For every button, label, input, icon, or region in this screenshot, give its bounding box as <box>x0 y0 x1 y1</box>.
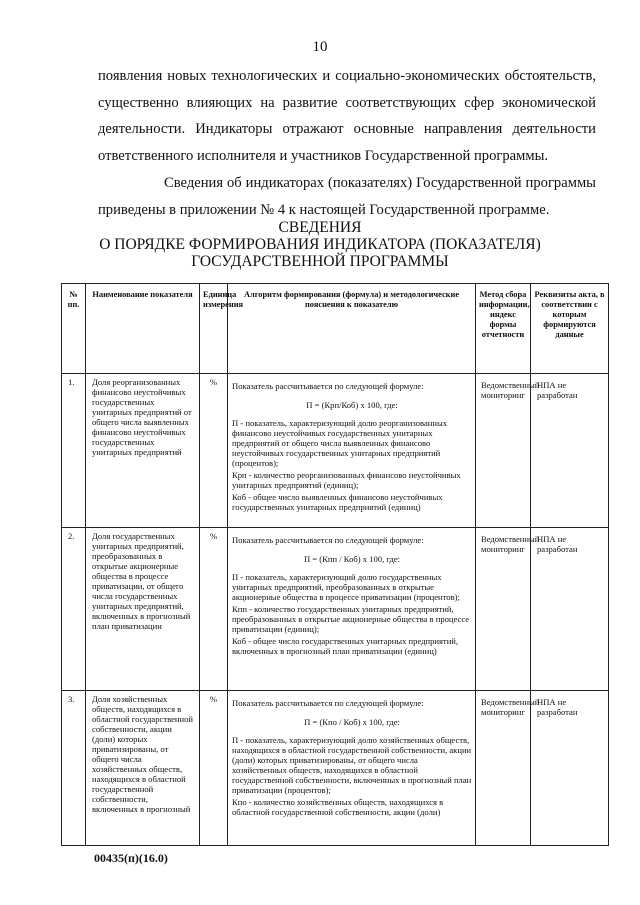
algorithm-definition: П - показатель, характеризующий долю государственных унитарных предприятий, преобразованных в открытые акционерные общества в процессе приватизации (процентов); <box>232 572 460 602</box>
algorithm-formula: П = (Кпп / Коб) х 100, где: <box>303 554 401 564</box>
algorithm-intro: Показатель рассчитывается по следующей формуле: <box>232 698 424 708</box>
footer-document-code: 00435(п)(16.0) <box>94 851 168 865</box>
header-requisites: Реквизиты акта, в соответствии с которым формируются данные <box>531 284 609 374</box>
header-unit: Единица измерения <box>200 284 228 374</box>
indicator-unit: % <box>200 691 228 846</box>
header-method: Метод сбора информации, индекс формы отчетности <box>476 284 531 374</box>
section-heading-line-1: СВЕДЕНИЯ <box>278 219 362 236</box>
algorithm-definition: Кпо - количество хозяйственных обществ, находящихся в областной государственной собственности, акции (доли) <box>232 797 444 817</box>
algorithm-formula: П = (Крп/Коб) х 100, где: <box>306 400 398 410</box>
algorithm-formula: П = (Кпо / Коб) х 100, где: <box>304 717 400 727</box>
page-number: 10 <box>312 39 328 55</box>
indicator-algorithm <box>228 374 476 528</box>
header-name: Наименование показателя <box>86 284 200 374</box>
row-num: 3. <box>62 691 86 846</box>
indicator-name: Доля государственных унитарных предприятий, преобразованных в открытые акционерные общества в процессе приватизации, от общего числа государственных унитарных предприятий, включенных в прогнозный план приватизации <box>86 528 200 691</box>
section-heading-line-3: ГОСУДАРСТВЕННОЙ ПРОГРАММЫ <box>191 253 449 270</box>
algorithm-intro: Показатель рассчитывается по следующей формуле: <box>232 381 424 391</box>
table-row <box>62 374 609 528</box>
algorithm-definition: Крп - количество реорганизованных финансово неустойчивых унитарных предприятий (единиц); <box>232 470 461 490</box>
collection-method: Ведомственный мониторинг <box>476 374 531 528</box>
indicator-name: Доля хозяйственных обществ, находящихся в областной государственной собственности, акции (доли) которых приватизированы, от общего числа хозяйственных обществ, находящихся в областной государственной собственности, включенных в прогнозный <box>86 691 200 846</box>
row-num: 1. <box>62 374 86 528</box>
intro-paragraph-2: Сведения об индикаторах (показателях) Государственной программы приведены в приложении № 4 к настоящей Государственной программе. <box>98 174 596 218</box>
algorithm-definition: Коб - общее число выявленных финансово неустойчивых государственных унитарных предприятий (единиц) <box>232 492 443 512</box>
algorithm-intro: Показатель рассчитывается по следующей формуле: <box>232 535 424 545</box>
intro-text <box>98 63 596 223</box>
section-heading-line-2: О ПОРЯДКЕ ФОРМИРОВАНИЯ ИНДИКАТОРА (ПОКАЗАТЕЛЯ) <box>99 236 541 253</box>
header-algorithm: Алгоритм формирования (формула) и методологические пояснения к показателю <box>228 284 476 374</box>
algorithm-definition: Кпп - количество государственных унитарных предприятий, преобразованных в открытые акционерные общества в процессе приватизации (единиц); <box>232 604 470 634</box>
indicator-name: Доля реорганизованных финансово неустойчивых государственных унитарных предприятий от общего числа выявленных финансово неустойчивых государственных унитарных предприятий <box>86 374 200 528</box>
table-row <box>62 528 609 691</box>
header-num: № пп. <box>62 284 86 374</box>
table-row <box>62 691 609 846</box>
row-num: 2. <box>62 528 86 691</box>
act-requisites: НПА не разработан <box>531 374 609 528</box>
act-requisites: НПА не разработан <box>531 691 609 846</box>
act-requisites: НПА не разработан <box>531 528 609 691</box>
indicator-algorithm <box>228 528 476 691</box>
indicator-table <box>61 283 609 846</box>
collection-method: Ведомственный мониторинг <box>476 528 531 691</box>
collection-method: Ведомственный мониторинг <box>476 691 531 846</box>
algorithm-definition: Коб - общее число государственных унитарных предприятий, включенных в прогнозный план приватизации (единиц) <box>232 636 459 656</box>
algorithm-definition: П - показатель, характеризующий долю реорганизованных финансово неустойчивых государственных унитарных предприятий от общего числа выявленных финансово неустойчивых государственных унитарных предприятий (процентов); <box>232 418 448 468</box>
indicator-unit: % <box>200 374 228 528</box>
indicator-algorithm <box>228 691 476 846</box>
algorithm-definition: П - показатель, характеризующий долю хозяйственных обществ, находящихся в областной государственной собственности, акции (доли) которых приватизированы, от общего числа хозяйственных обществ, находящихся в областной государственной собственности, включенных в прогнозный план приватизации (процентов); <box>232 735 472 795</box>
indicator-unit: % <box>200 528 228 691</box>
intro-paragraph-1: появления новых технологических и социально-экономических обстоятельств, существенно влияющих на развитие соответствующих сфер экономической деятельности. Индикаторы отражают основные направления деятельности ответственного исполнителя и участников Государственной программы. <box>98 68 596 165</box>
table-header-row <box>62 284 609 374</box>
